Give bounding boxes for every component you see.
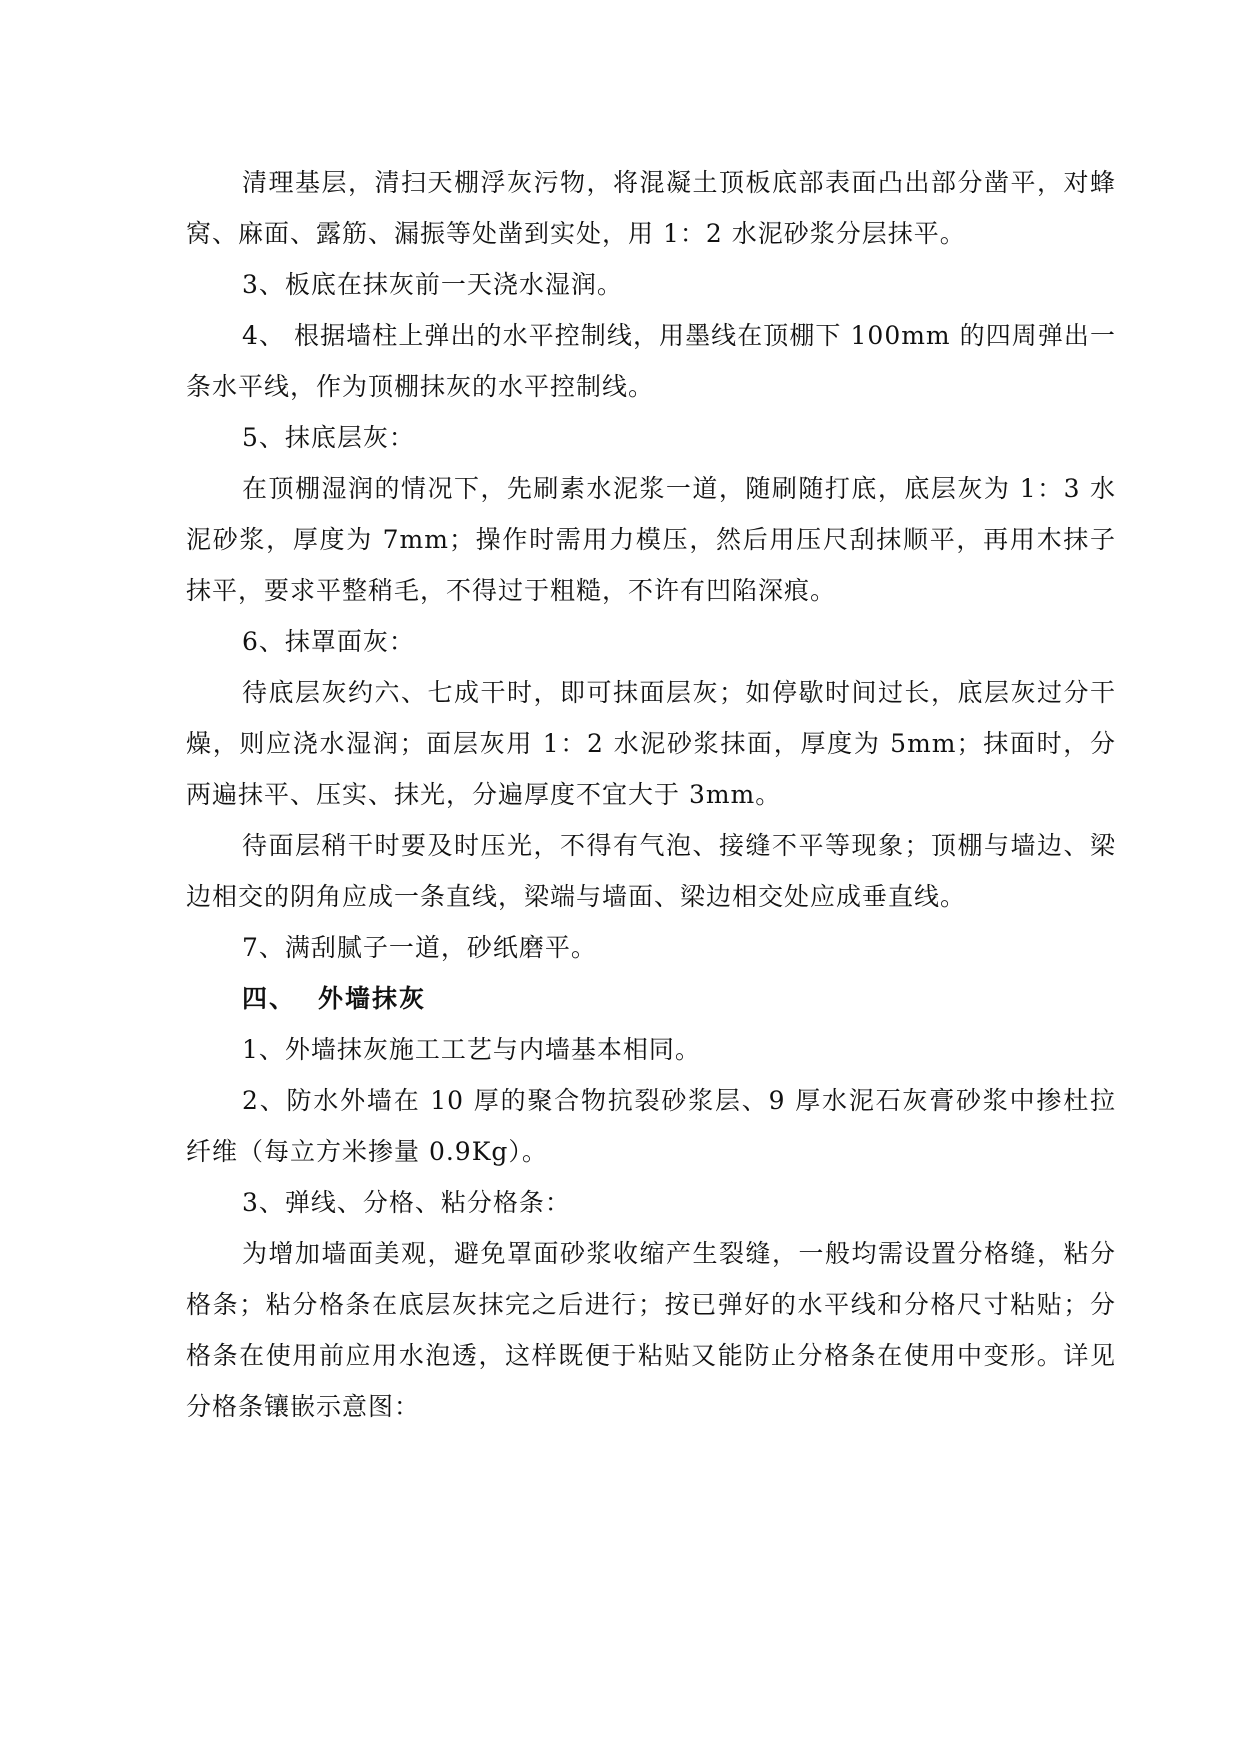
section-heading-exterior-wall — [186, 973, 1116, 1024]
paragraph-step-5-title: 5、抹底层灰： — [242, 423, 415, 452]
paragraph-step-3: 3、板底在抹灰前一天浇水湿润。 — [242, 270, 623, 299]
paragraph-exterior-step-1: 1、外墙抹灰施工工艺与内墙基本相同。 — [242, 1035, 701, 1064]
paragraph-clean-base: 清理基层，清扫天棚浮灰污物，将混凝土顶板底部表面凸出部分凿平，对蜂窝、麻面、露筋、漏振等处凿到实处，用 1：2 水泥砂浆分层抹平。 — [186, 168, 1116, 248]
paragraph-step-6-body: 待底层灰约六、七成干时，即可抹面层灰；如停歇时间过长，底层灰过分干燥，则应浇水湿润；面层灰用 1：2 水泥砂浆抹面，厚度为 5mm；抹面时，分两遍抹平、压实、抹光，分遍厚度不宜大于 3mm。 — [186, 678, 1116, 809]
section-title: 外墙抹灰 — [318, 984, 427, 1013]
paragraph-exterior-step-3-title: 3、弹线、分格、粘分格条： — [242, 1188, 571, 1217]
paragraph-exterior-step-2: 2、防水外墙在 10 厚的聚合物抗裂砂浆层、9 厚水泥石灰膏砂浆中掺杜拉纤维（每立方米掺量 0.9Kg）。 — [186, 1086, 1116, 1166]
paragraph-step-6-title: 6、抹罩面灰： — [242, 627, 415, 656]
paragraph-step-4: 4、 根据墙柱上弹出的水平控制线，用墨线在顶棚下 100mm 的四周弹出一条水平线，作为顶棚抹灰的水平控制线。 — [186, 321, 1116, 401]
document-body — [186, 157, 1116, 1432]
paragraph-step-6-press: 待面层稍干时要及时压光，不得有气泡、接缝不平等现象；顶棚与墙边、梁边相交的阴角应成一条直线，梁端与墙面、梁边相交处应成垂直线。 — [186, 831, 1116, 911]
paragraph-exterior-step-3-body: 为增加墙面美观，避免罩面砂浆收缩产生裂缝，一般均需设置分格缝，粘分格条；粘分格条在底层灰抹完之后进行；按已弹好的水平线和分格尺寸粘贴；分格条在使用前应用水泡透，这样既便于粘贴又能防止分格条在使用中变形。详见分格条镶嵌示意图： — [186, 1239, 1116, 1421]
paragraph-step-7: 7、满刮腻子一道，砂纸磨平。 — [242, 933, 597, 962]
paragraph-step-5-body: 在顶棚湿润的情况下，先刷素水泥浆一道，随刷随打底，底层灰为 1：3 水泥砂浆，厚度为 7mm；操作时需用力模压，然后用压尺刮抹顺平，再用木抹子抹平，要求平整稍毛，不得过于粗糙，不许有凹陷深痕。 — [186, 474, 1116, 605]
section-number: 四、 — [242, 984, 297, 1013]
